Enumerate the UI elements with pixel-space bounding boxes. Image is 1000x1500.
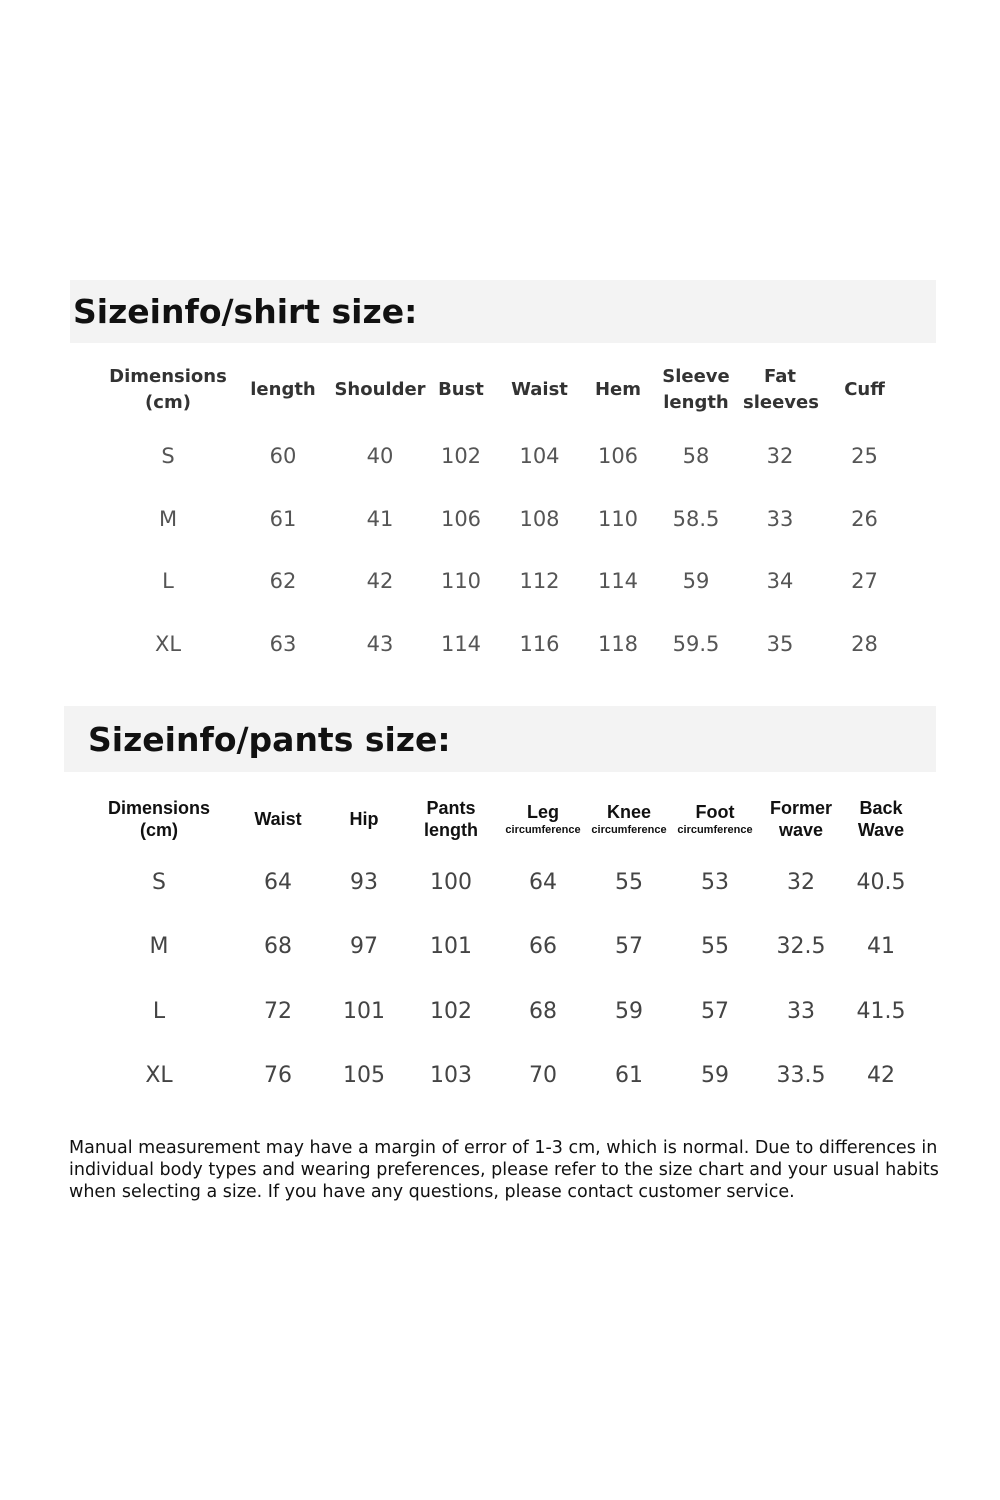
pants-header-cell bbox=[500, 788, 586, 850]
table-cell: 68 bbox=[529, 998, 557, 1024]
pants-header-row bbox=[88, 788, 918, 850]
pants-header-cell bbox=[230, 788, 326, 850]
table-cell: 58 bbox=[682, 444, 710, 469]
table-cell: 34 bbox=[766, 569, 794, 594]
shirt-header-label: sleeves bbox=[743, 392, 819, 413]
table-cell: 114 bbox=[597, 569, 639, 594]
table-cell: 32.5 bbox=[776, 934, 826, 960]
table-cell: 76 bbox=[264, 1063, 292, 1089]
shirt-header-row bbox=[100, 355, 912, 425]
pants-header-label: Dimensions bbox=[107, 798, 211, 818]
shirt-header-label: Shoulder bbox=[334, 379, 426, 400]
table-cell: 102 bbox=[440, 444, 482, 469]
table-cell: 106 bbox=[440, 506, 482, 531]
shirt-header-label: Cuff bbox=[844, 379, 885, 400]
table-cell: 33 bbox=[787, 998, 815, 1024]
size-label: S bbox=[152, 869, 166, 895]
shirt-header-label: Fat bbox=[764, 366, 796, 387]
table-row bbox=[88, 1044, 918, 1109]
table-cell: 104 bbox=[519, 444, 560, 469]
pants-header-label: Hip bbox=[349, 809, 379, 829]
pants-header-label: Back bbox=[859, 798, 903, 818]
table-cell: 41 bbox=[366, 506, 394, 531]
table-cell: 33 bbox=[766, 506, 794, 531]
table-cell: 112 bbox=[519, 569, 560, 594]
table-cell: 57 bbox=[701, 998, 729, 1024]
shirt-header-label: (cm) bbox=[145, 392, 191, 413]
shirt-header-label: length bbox=[663, 392, 729, 413]
shirt-header-label: Waist bbox=[511, 379, 568, 400]
shirt-body bbox=[100, 425, 912, 675]
table-cell: 101 bbox=[343, 998, 385, 1024]
table-cell: 61 bbox=[615, 1063, 643, 1089]
size-label: XL bbox=[154, 631, 182, 656]
table-cell: 93 bbox=[350, 869, 378, 895]
pants-body bbox=[88, 850, 918, 1108]
pants-header-label: Waist bbox=[254, 809, 302, 829]
pants-header-label: Knee bbox=[606, 802, 651, 822]
table-cell: 42 bbox=[867, 1063, 895, 1089]
table-row bbox=[100, 488, 912, 551]
size-label: L bbox=[152, 998, 166, 1024]
table-cell: 105 bbox=[343, 1063, 385, 1089]
size-label: M bbox=[158, 506, 178, 531]
shirt-header-label: length bbox=[250, 379, 316, 400]
pants-header-cell bbox=[326, 788, 402, 850]
pants-header-label: Former bbox=[769, 798, 832, 818]
table-cell: 32 bbox=[787, 869, 815, 895]
shirt-header-label: Sleeve bbox=[662, 366, 730, 387]
table-cell: 58.5 bbox=[672, 506, 720, 531]
table-cell: 68 bbox=[264, 934, 292, 960]
pants-header-cell bbox=[88, 788, 230, 850]
shirt-header-label: Hem bbox=[594, 379, 642, 400]
table-cell: 40.5 bbox=[856, 869, 906, 895]
table-row bbox=[88, 979, 918, 1044]
table-row bbox=[88, 915, 918, 980]
table-cell: 41 bbox=[867, 934, 895, 960]
shirt-header-cell bbox=[743, 355, 817, 425]
pants-header-label: Pants bbox=[426, 798, 476, 818]
table-cell: 64 bbox=[264, 869, 292, 895]
table-cell: 116 bbox=[519, 631, 560, 656]
shirt-header-cell bbox=[236, 355, 330, 425]
table-cell: 101 bbox=[430, 934, 472, 960]
pants-header-label: Leg bbox=[526, 802, 559, 822]
table-cell: 42 bbox=[366, 569, 394, 594]
table-cell: 41.5 bbox=[856, 998, 906, 1024]
table-cell: 118 bbox=[597, 631, 639, 656]
table-cell: 110 bbox=[440, 569, 482, 594]
table-cell: 55 bbox=[701, 934, 729, 960]
table-cell: 70 bbox=[529, 1063, 557, 1089]
table-cell: 40 bbox=[366, 444, 394, 469]
shirt-header-label: Bust bbox=[438, 379, 484, 400]
table-cell: 66 bbox=[529, 934, 557, 960]
table-cell: 110 bbox=[597, 506, 639, 531]
pants-header-label: length bbox=[424, 820, 478, 840]
pants-header-label: wave bbox=[778, 820, 824, 840]
table-cell: 28 bbox=[851, 631, 878, 656]
table-cell: 33.5 bbox=[776, 1063, 826, 1089]
table-cell: 114 bbox=[440, 631, 482, 656]
table-cell: 43 bbox=[366, 631, 394, 656]
table-cell: 59 bbox=[615, 998, 643, 1024]
table-cell: 26 bbox=[851, 506, 878, 531]
pants-header-cell bbox=[402, 788, 500, 850]
table-cell: 59.5 bbox=[672, 631, 720, 656]
pants-header-label: Wave bbox=[857, 820, 905, 840]
table-row bbox=[100, 550, 912, 613]
table-cell: 27 bbox=[851, 569, 878, 594]
table-cell: 103 bbox=[430, 1063, 472, 1089]
shirt-header-label: Dimensions bbox=[109, 366, 227, 387]
measurement-note: Manual measurement may have a margin of error of 1-3 cm, which is normal. Due to differences in individual body types and wearing preferences, please refer to the size chart and your usual habits when selecting a size. If you have any questions, please contact customer service. bbox=[69, 1138, 939, 1202]
table-row bbox=[100, 613, 912, 676]
shirt-header-cell bbox=[492, 355, 587, 425]
pants-header-sublabel: circumference bbox=[591, 824, 667, 836]
table-cell: 102 bbox=[430, 998, 472, 1024]
table-cell: 59 bbox=[701, 1063, 729, 1089]
table-cell: 64 bbox=[529, 869, 557, 895]
pants-size-title: Sizeinfo/pants size: bbox=[64, 706, 936, 772]
shirt-header-cell bbox=[649, 355, 743, 425]
table-cell: 108 bbox=[519, 506, 560, 531]
pants-header-label: Foot bbox=[695, 802, 735, 822]
table-cell: 72 bbox=[264, 998, 292, 1024]
pants-size-table bbox=[88, 788, 918, 1108]
table-row bbox=[88, 850, 918, 915]
shirt-header-cell bbox=[330, 355, 430, 425]
pants-header-cell bbox=[672, 788, 758, 850]
pants-header-cell bbox=[844, 788, 918, 850]
table-cell: 57 bbox=[615, 934, 643, 960]
pants-header-sublabel: circumference bbox=[505, 824, 581, 836]
pants-header-cell bbox=[586, 788, 672, 850]
table-cell: 106 bbox=[597, 444, 639, 469]
shirt-header-cell bbox=[430, 355, 492, 425]
pants-header-sublabel: circumference bbox=[677, 824, 753, 836]
table-cell: 55 bbox=[615, 869, 643, 895]
table-cell: 61 bbox=[269, 506, 297, 531]
table-cell: 59 bbox=[682, 569, 710, 594]
table-row bbox=[100, 425, 912, 488]
table-cell: 97 bbox=[350, 934, 378, 960]
size-label: L bbox=[162, 569, 174, 594]
table-cell: 60 bbox=[269, 444, 297, 469]
shirt-size-table bbox=[100, 355, 912, 675]
shirt-header-cell bbox=[587, 355, 649, 425]
table-cell: 53 bbox=[701, 869, 729, 895]
table-cell: 100 bbox=[430, 869, 472, 895]
table-cell: 35 bbox=[766, 631, 794, 656]
pants-header-cell bbox=[758, 788, 844, 850]
size-label: S bbox=[161, 444, 175, 469]
size-label: M bbox=[149, 934, 169, 960]
table-cell: 63 bbox=[269, 631, 297, 656]
pants-header-label: (cm) bbox=[139, 820, 178, 840]
size-label: XL bbox=[145, 1063, 173, 1089]
table-cell: 25 bbox=[851, 444, 878, 469]
shirt-size-title: Sizeinfo/shirt size: bbox=[70, 280, 936, 343]
shirt-header-cell bbox=[100, 355, 236, 425]
table-cell: 32 bbox=[766, 444, 794, 469]
table-cell: 62 bbox=[269, 569, 297, 594]
shirt-header-cell bbox=[817, 355, 912, 425]
